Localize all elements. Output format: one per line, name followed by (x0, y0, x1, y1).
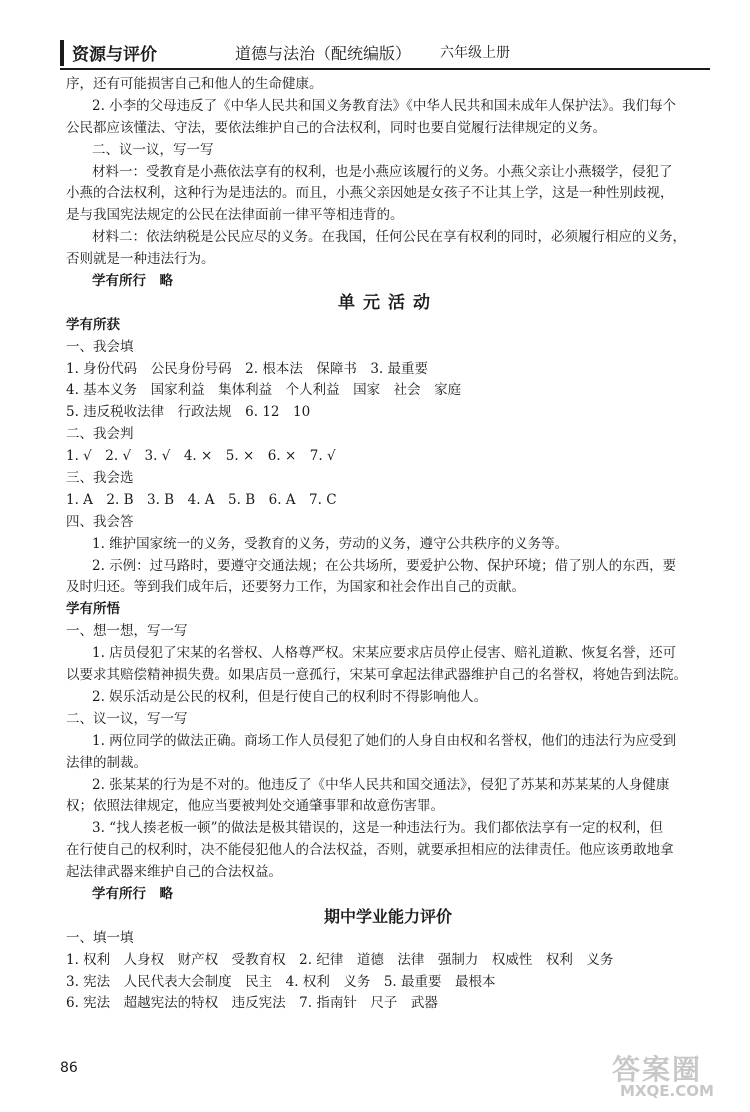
text-line: 二、我会判 (66, 426, 134, 443)
text-line: 1. √ 2. √ 3. √ 4. × 5. × 6. × 7. √ (66, 448, 336, 465)
text-line: 四、我会答 (66, 513, 134, 530)
text-line: 1. 权利 人身权 财产权 受教育权 2. 纪律 道德 法律 强制力 权威性 权利 义务 (66, 951, 614, 968)
text-line: 一、想一想，写一写 (66, 623, 188, 640)
page-header (60, 34, 710, 66)
header-rule (60, 68, 710, 70)
text-line: 一、填一填 (66, 929, 134, 946)
watermark-text: 答案圈 (612, 1053, 703, 1086)
text-line: 4. 基本义务 国家利益 集体利益 个人利益 国家 社会 家庭 (66, 382, 462, 399)
paragraph-start-line: 3. “找人揍老板一顿”的做法是极其错误的，这是一种违法行为。我们都依法享有一定的权利，但 (92, 820, 663, 837)
paragraph-start-line: 材料一：受教育是小燕依法享有的权利，也是小燕应该履行的义务。小燕父亲让小燕辍学，侵犯了 (92, 163, 673, 180)
text-line: 否则就是一种违法行为。 (66, 251, 215, 268)
paragraph-start-line: 1. 店员侵犯了宋某的名誉权、人格尊严权。宋某应要求店员停止侵害、赔礼道歉、恢复名誉，还可 (92, 645, 677, 662)
text-line: 起法律武器来维护自己的合法权益。 (66, 864, 282, 881)
paragraph-start-line: 1. 维护国家统一的义务，受教育的义务，劳动的义务，遵守公共秩序的义务等。 (92, 535, 569, 552)
watermark-url: MXQE.COM (620, 1082, 714, 1100)
book-series-title: 资源与评价 (72, 45, 157, 65)
header-bar (60, 40, 64, 66)
paragraph-start-line: 1. 两位同学的做法正确。商场工作人员侵犯了她们的人身自由权和名誉权，他们的违法行为应受到 (92, 732, 677, 749)
paragraph-start-line: 材料二：依法纳税是公民应尽的义务。在我国，任何公民在享有权利的同时，必须履行相应的义务， (92, 229, 686, 246)
paragraph-start-line: 二、议一议，写一写 (92, 141, 214, 158)
text-line: 序，还有可能损害自己和他人的生命健康。 (66, 76, 323, 92)
text-line: 权；依照法律规定，他应当要被判处交通肇事罪和故意伤害罪。 (66, 798, 444, 815)
text-line: 在行使自己的权利时，决不能侵犯他人的合法权益，否则，就要承担相应的法律责任。他应该勇敢地拿 (66, 842, 674, 859)
page-content (66, 74, 710, 1015)
book-subject: 道德与法治（配统编版） (235, 44, 412, 63)
text-line: 三、我会选 (66, 470, 134, 487)
text-line: 1. 身份代码 公民身份号码 2. 根本法 保障书 3. 最重要 (66, 360, 429, 377)
text-line: 1. A 2. B 3. B 4. A 5. B 6. A 7. C (66, 491, 337, 508)
text-line: 及时归还。等到我们成年后，还要努力工作，为国家和社会作出自己的贡献。 (66, 579, 525, 596)
paragraph-start-line: 2. 张某某的行为是不对的。他违反了《中华人民共和国交通法》，侵犯了苏某和苏某某的人身健康 (92, 776, 670, 793)
text-line: 小燕的合法权利，这种行为是违法的。而且，小燕父亲因她是女孩子不让其上学，这是一种性别歧视， (66, 185, 674, 202)
text-line: 二、议一议，写一写 (66, 710, 188, 727)
book-grade: 六年级上册 (440, 45, 510, 61)
unit-title: 单元活动 (338, 292, 438, 313)
text-line: 6. 宪法 超越宪法的特权 违反宪法 7. 指南针 尺子 武器 (66, 995, 438, 1012)
section-heading: 学有所行 略 (92, 885, 173, 902)
unit-title: 期中学业能力评价 (323, 906, 452, 926)
text-line: 一、我会填 (66, 338, 134, 355)
section-heading: 学有所悟 (66, 601, 120, 618)
watermark-logo (612, 1048, 740, 1104)
text-line: 是与我国宪法规定的公民在法律面前一律平等相违背的。 (66, 207, 404, 224)
text-line: 法律的制裁。 (66, 754, 147, 771)
text-line: 公民都应该懂法、守法，要依法维护自己的合法权利，同时也要自觉履行法律规定的义务。 (66, 119, 606, 136)
paragraph-start-line: 2. 示例：过马路时，要遵守交通法规；在公共场所，要爱护公物、保护环境；借了别人的东西，要 (92, 557, 677, 574)
paragraph-start-line: 2. 娱乐活动是公民的权利，但是行使自己的权利时不得影响他人。 (92, 688, 488, 705)
text-line: 5. 违反税收法律 行政法规 6. 12 10 (66, 404, 311, 421)
text-line: 以要求其赔偿精神损失费。如果店员一意孤行，宋某可拿起法律武器维护自己的名誉权，将她告到法院。 (66, 667, 687, 684)
text-line: 3. 宪法 人民代表大会制度 民主 4. 权利 义务 5. 最重要 最根本 (66, 973, 496, 990)
paragraph-start-line: 2. 小李的父母违反了《中华人民共和国义务教育法》《中华人民共和国未成年人保护法》。我们每个 (92, 97, 677, 114)
section-heading: 学有所获 (66, 316, 120, 333)
page-number: 86 (60, 1060, 78, 1076)
section-heading: 学有所行 略 (92, 273, 173, 290)
